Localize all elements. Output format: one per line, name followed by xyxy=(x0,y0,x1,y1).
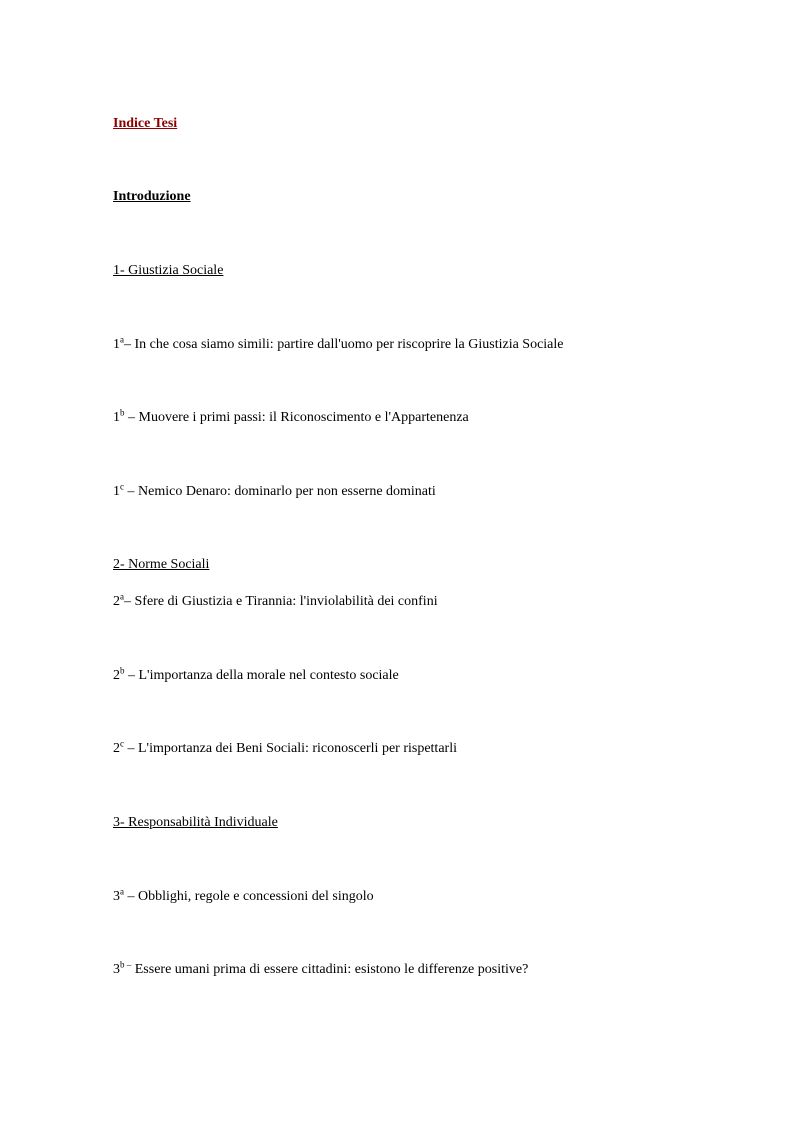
item-text: Sfere di Giustizia e Tirannia: l'inviolabilità dei confini xyxy=(134,594,438,609)
toc-item-3b xyxy=(113,961,528,979)
item-number: 2 xyxy=(113,668,120,683)
toc-item-1c xyxy=(113,483,436,501)
item-text: Essere umani prima di essere cittadini: esistono le differenze positive? xyxy=(134,962,529,977)
item-letter: c xyxy=(120,481,124,492)
item-text: Obblighi, regole e concessioni del singolo xyxy=(138,889,374,904)
item-text: In che cosa siamo simili: partire dall'uomo per riscoprire la Giustizia Sociale xyxy=(134,337,564,352)
item-number: 1 xyxy=(113,337,120,352)
item-number: 2 xyxy=(113,741,120,756)
item-letter: b xyxy=(120,407,125,418)
item-letter: b – xyxy=(120,959,132,970)
item-number: 1 xyxy=(113,484,120,499)
introduction-heading: Introduzione xyxy=(113,189,191,204)
toc-item-1b xyxy=(113,409,469,427)
item-text: L'importanza della morale nel contesto sociale xyxy=(138,668,399,683)
item-text: L'importanza dei Beni Sociali: riconoscerli per rispettarli xyxy=(138,741,457,756)
item-separator: – xyxy=(124,594,135,609)
item-letter: a xyxy=(120,886,124,897)
item-text: Nemico Denaro: dominarlo per non esserne dominati xyxy=(138,484,436,499)
toc-item-3a xyxy=(113,888,374,906)
item-separator: – xyxy=(124,668,139,683)
item-text: Muovere i primi passi: il Riconoscimento e l'Appartenenza xyxy=(138,410,469,425)
item-separator: – xyxy=(124,410,139,425)
item-number: 3 xyxy=(113,889,120,904)
item-separator: – xyxy=(124,741,138,756)
item-number: 1 xyxy=(113,410,120,425)
item-number: 3 xyxy=(113,962,120,977)
section-heading-3: 3- Responsabilità Individuale xyxy=(113,815,278,830)
item-separator: – xyxy=(124,889,138,904)
item-letter: a xyxy=(120,334,124,345)
toc-item-1a xyxy=(113,336,564,354)
toc-item-2b xyxy=(113,667,399,685)
item-letter: a xyxy=(120,591,124,602)
toc-item-2a xyxy=(113,593,438,611)
section-heading-2: 2- Norme Sociali xyxy=(113,557,210,572)
item-separator: – xyxy=(124,484,138,499)
toc-item-2c xyxy=(113,740,457,758)
item-letter: b xyxy=(120,665,125,676)
document-title: Indice Tesi xyxy=(113,116,178,131)
item-letter: c xyxy=(120,738,124,749)
section-heading-1: 1- Giustizia Sociale xyxy=(113,263,224,278)
item-separator: – xyxy=(124,337,135,352)
item-number: 2 xyxy=(113,594,120,609)
